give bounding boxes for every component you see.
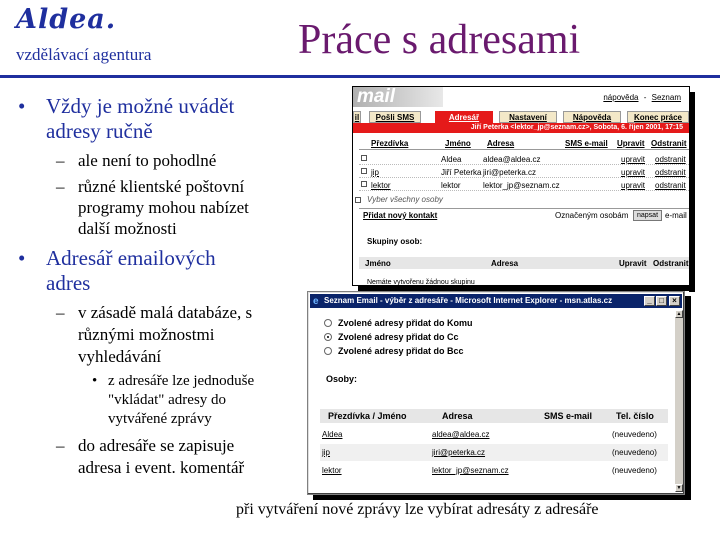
table-row[interactable] — [320, 462, 668, 479]
bullet-dot-icon: • — [92, 373, 98, 389]
table-row[interactable] — [320, 444, 668, 461]
group-col-delete: Odstranit — [653, 259, 689, 268]
row-edit-link[interactable]: upravit — [621, 181, 646, 190]
bullet-1-sub-2-line-1: různé klientské poštovní — [78, 177, 245, 196]
vertical-scrollbar[interactable] — [675, 310, 683, 492]
browser-icon: e — [313, 296, 319, 307]
person-phone: (neuvedeno) — [612, 448, 657, 457]
bullet-1-sub-1: ale není to pohodlné — [78, 151, 217, 170]
row-nickname[interactable]: lektor — [371, 181, 391, 190]
people-title: Osoby: — [326, 374, 358, 384]
bullet-1-sub-2-line-2: programy mohou nabízet — [78, 198, 249, 217]
bullet-dot-icon: • — [18, 246, 26, 270]
bullet-2-subsub-line-1: z adresáře lze jednoduše — [108, 373, 255, 389]
tab-logout[interactable]: Konec práce — [627, 111, 689, 123]
close-button[interactable]: × — [669, 296, 680, 306]
title-divider — [0, 75, 720, 78]
webmail-tab-bar — [353, 111, 690, 123]
row-delete-link[interactable]: odstranit — [655, 155, 686, 164]
bullet-2-sub-2-line-1: do adresáře se zapisuje — [78, 436, 235, 455]
person-phone: (neuvedeno) — [612, 430, 657, 439]
bullet-1-line-1: Vždy je možné uvádět — [46, 94, 235, 118]
webmail-address-book-screenshot — [352, 86, 690, 286]
slide-caption: při vytváření nové zprávy lze vybírat adresáty z adresáře — [236, 501, 599, 518]
webmail-logo: mail — [353, 87, 443, 107]
contacts-footer — [359, 208, 689, 222]
col-phone: Tel. číslo — [616, 411, 654, 421]
person-name-link[interactable]: jip — [322, 448, 331, 457]
dash-icon: – — [56, 151, 65, 170]
row-address: lektor_jp@seznam.cz — [483, 181, 560, 190]
bullet-1-line-2: adresy ručně — [46, 119, 153, 143]
top-links — [603, 93, 681, 102]
marked-persons-label: Označeným osobám — [555, 211, 629, 220]
person-name-link[interactable]: lektor — [322, 466, 342, 475]
table-row — [359, 153, 689, 165]
table-row[interactable] — [320, 426, 668, 443]
col-name[interactable]: Jméno — [445, 139, 471, 148]
bullet-dot-icon: • — [18, 94, 26, 118]
bullet-2-line-1: Adresář emailových — [46, 246, 216, 270]
col-nickname[interactable]: Přezdívka — [371, 139, 409, 148]
dash-icon: – — [56, 177, 65, 196]
radio-cc-label: Zvolené adresy přidat do Cc — [338, 332, 459, 342]
col-edit: Upravit — [617, 139, 645, 148]
window-titlebar — [310, 294, 682, 308]
dash-icon: – — [56, 303, 65, 322]
window-title: Seznam Email - výběr z adresáře - Microsoft Internet Explorer - msn.atlas.cz — [324, 296, 613, 305]
col-address[interactable]: Adresa — [487, 139, 515, 148]
dialog-content — [312, 310, 680, 492]
row-checkbox[interactable] — [361, 181, 367, 187]
group-col-address: Adresa — [491, 259, 519, 268]
row-delete-link[interactable]: odstranit — [655, 181, 686, 190]
select-all-option[interactable] — [367, 195, 443, 204]
row-delete-link[interactable]: odstranit — [655, 168, 686, 177]
row-checkbox[interactable] — [361, 155, 367, 161]
link-separator: - — [643, 93, 647, 102]
bullet-2-sub-1-line-1: v zásadě malá databáze, s — [78, 303, 253, 322]
scroll-up-icon[interactable]: ▲ — [676, 311, 682, 317]
radio-to[interactable] — [324, 319, 332, 327]
person-address-link[interactable]: jiri@peterka.cz — [432, 448, 486, 457]
bullet-2-sub-1-line-2: různými možnostmi — [78, 325, 215, 344]
write-button[interactable]: napsat — [633, 210, 662, 221]
tab-help[interactable]: Nápověda — [563, 111, 621, 123]
person-address-link[interactable]: aldea@aldea.cz — [432, 430, 490, 439]
person-phone: (neuvedeno) — [612, 466, 657, 475]
row-address: aldea@aldea.cz — [483, 155, 541, 164]
table-row — [359, 179, 689, 191]
tab-address-book[interactable]: Adresář — [435, 111, 493, 123]
col-delete: Odstranit — [651, 139, 687, 148]
brand-tagline: vzdělávací agentura — [16, 45, 152, 64]
col-nickname-name: Přezdívka / Jméno — [328, 411, 407, 421]
add-contact-link[interactable]: Přidat nový kontakt — [363, 211, 438, 220]
brand-logo: Aldea. — [16, 4, 117, 35]
dash-icon: – — [56, 436, 65, 455]
group-col-edit: Upravit — [619, 259, 647, 268]
email-label: e-mail — [665, 211, 687, 220]
no-groups-text: Nemáte vytvořenu žádnou skupinu — [367, 279, 475, 286]
maximize-button[interactable]: □ — [656, 296, 667, 306]
row-name: lektor — [441, 181, 461, 190]
radio-to-label: Zvolené adresy přidat do Komu — [338, 318, 473, 328]
scroll-down-icon[interactable]: ▼ — [676, 485, 682, 491]
bullet-2-subsub-line-2: "vkládat" adresy do — [108, 392, 227, 408]
row-edit-link[interactable]: upravit — [621, 168, 646, 177]
row-address: jiri@peterka.cz — [483, 168, 537, 177]
col-sms-email: SMS e-mail — [565, 139, 608, 148]
tab-settings[interactable]: Nastavení — [499, 111, 557, 123]
groups-table-header — [359, 257, 689, 269]
row-name: Jiří Peterka — [441, 168, 482, 177]
address-picker-window — [307, 291, 685, 495]
select-all-label: Vyber všechny osoby — [367, 195, 443, 204]
person-address-link[interactable]: lektor_jp@seznam.cz — [432, 466, 509, 475]
radio-bcc-label: Zvolené adresy přidat do Bcc — [338, 346, 464, 356]
radio-bcc[interactable] — [324, 347, 332, 355]
groups-title: Skupiny osob: — [367, 237, 423, 246]
radio-cc[interactable] — [324, 333, 332, 341]
bullet-2-subsub-line-3: vytvářené zprávy — [108, 411, 212, 427]
col-sms-email: SMS e-mail — [544, 411, 593, 421]
row-nickname[interactable]: jip — [371, 168, 380, 177]
bullet-2-sub-2-line-2: adresa i event. komentář — [78, 458, 245, 477]
col-address: Adresa — [442, 411, 473, 421]
bullet-2-sub-1-line-3: vyhledávání — [78, 347, 162, 366]
help-link[interactable]: nápověda — [603, 93, 639, 102]
table-row — [359, 166, 689, 178]
minimize-button[interactable]: _ — [644, 296, 655, 306]
row-edit-link[interactable]: upravit — [621, 155, 646, 164]
people-table-header — [320, 409, 668, 423]
select-all-checkbox[interactable] — [355, 197, 361, 203]
group-col-name: Jméno — [365, 259, 391, 268]
bullet-1-sub-2-line-3: další možnosti — [78, 219, 177, 238]
tab-send-sms[interactable]: Pošli SMS — [369, 111, 421, 123]
contacts-table-header — [359, 139, 689, 150]
row-checkbox[interactable] — [361, 168, 367, 174]
bullet-2-line-2: adres — [46, 271, 91, 295]
row-name: Aldea — [441, 155, 462, 164]
user-info-bar: Jiří Peterka <lektor_jp@seznam.cz>, Sobota, 6. říjen 2001, 17:15 — [353, 123, 690, 133]
slide-title: Práce s adresami — [298, 17, 581, 63]
tab-mail[interactable]: il — [354, 113, 360, 122]
person-name-link[interactable]: Aldea — [322, 430, 343, 439]
seznam-link[interactable]: Seznam — [651, 93, 681, 102]
